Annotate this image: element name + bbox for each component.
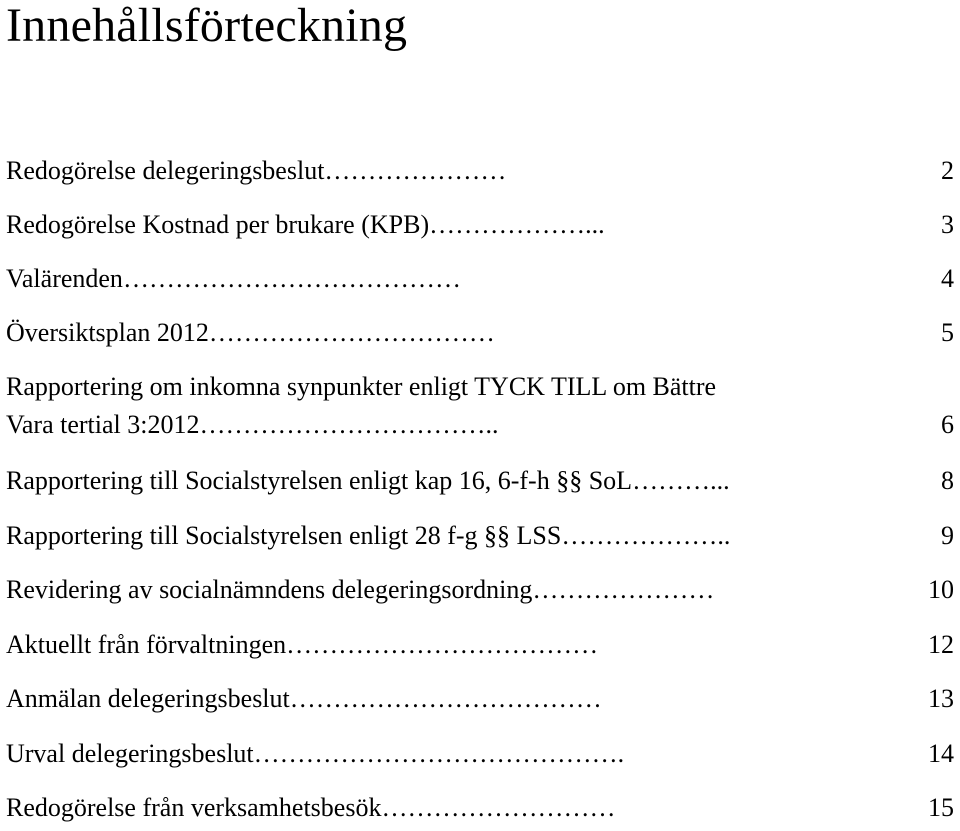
toc-entry-text: Rapportering till Socialstyrelsen enligt 28 f-g xyxy=(6,521,478,550)
toc-entry-4[interactable] xyxy=(6,318,495,348)
toc-page-number: 6 xyxy=(941,410,954,439)
toc-entry-10[interactable] xyxy=(6,684,602,714)
toc-page-number: 12 xyxy=(928,630,954,659)
paragraph-sign-icon: §§ xyxy=(556,466,583,495)
dot-leader: ………………… xyxy=(324,156,507,185)
toc-entry-2[interactable] xyxy=(6,210,605,240)
toc-page-number: 8 xyxy=(941,466,954,495)
toc-entry-text: Redogörelse Kostnad per brukare (KPB) xyxy=(6,210,430,239)
toc-entry-text: Redogörelse delegeringsbeslut xyxy=(6,156,325,185)
toc-entry-7[interactable] xyxy=(6,521,730,551)
toc-entry-text: LSS xyxy=(516,521,562,550)
toc-entry-12[interactable] xyxy=(6,793,615,823)
dot-leader: ……………………… xyxy=(381,793,616,822)
toc-entry-text: Revidering av socialnämndens delegeringsordning xyxy=(6,575,533,604)
dot-leader: ……………………………… xyxy=(286,630,599,659)
toc-entry-3[interactable] xyxy=(6,264,461,294)
toc-page-number: 9 xyxy=(941,521,954,550)
toc-entry-text: Vara tertial 3:2012 xyxy=(6,410,200,439)
dot-leader: ……………………………………. xyxy=(253,739,625,768)
toc-entry-text: Rapportering till Socialstyrelsen enligt kap 16, 6-f-h xyxy=(6,466,550,495)
toc-page-number: 3 xyxy=(941,210,954,239)
toc-entry-11[interactable] xyxy=(6,739,624,769)
toc-entry-text: Rapportering om inkomna synpunkter enligt TYCK TILL om Bättre xyxy=(6,372,717,401)
toc-page-number: 13 xyxy=(928,684,954,713)
toc-page-number: 5 xyxy=(941,318,954,347)
toc-page-number: 10 xyxy=(928,575,954,604)
dot-leader: …………………………… xyxy=(208,318,495,347)
toc-page-number: 4 xyxy=(941,264,954,293)
toc-entry-8[interactable] xyxy=(6,575,714,605)
toc-entry-text: Anmälan delegeringsbeslut xyxy=(6,684,290,713)
page-title: Innehållsförteckning xyxy=(6,0,408,52)
toc-entry-text: Översiktsplan 2012 xyxy=(6,318,209,347)
toc-entry-5-line1[interactable] xyxy=(6,372,716,402)
toc-entry-text: Urval delegeringsbeslut xyxy=(6,739,254,768)
dot-leader: ………………... xyxy=(429,210,605,239)
toc-entry-6[interactable] xyxy=(6,466,730,496)
toc-entry-text: Valärenden xyxy=(6,264,123,293)
toc-entry-text: Redogörelse från verksamhetsbesök xyxy=(6,793,382,822)
toc-page-number: 14 xyxy=(928,739,954,768)
toc-entry-9[interactable] xyxy=(6,630,598,660)
dot-leader: ………………… xyxy=(532,575,715,604)
dot-leader: ………... xyxy=(632,466,730,495)
toc-entry-5[interactable] xyxy=(6,410,499,440)
toc-page-number: 2 xyxy=(941,156,954,185)
dot-leader: …………………………….. xyxy=(199,410,499,439)
dot-leader: ……………….. xyxy=(561,521,731,550)
dot-leader: ………………………………… xyxy=(122,264,461,293)
toc-entry-1[interactable] xyxy=(6,156,506,186)
toc-entry-text: SoL xyxy=(588,466,633,495)
toc-page-number: 15 xyxy=(928,793,954,822)
toc-entry-text: Aktuellt från förvaltningen xyxy=(6,630,287,659)
paragraph-sign-icon: §§ xyxy=(484,521,511,550)
dot-leader: ……………………………… xyxy=(289,684,602,713)
